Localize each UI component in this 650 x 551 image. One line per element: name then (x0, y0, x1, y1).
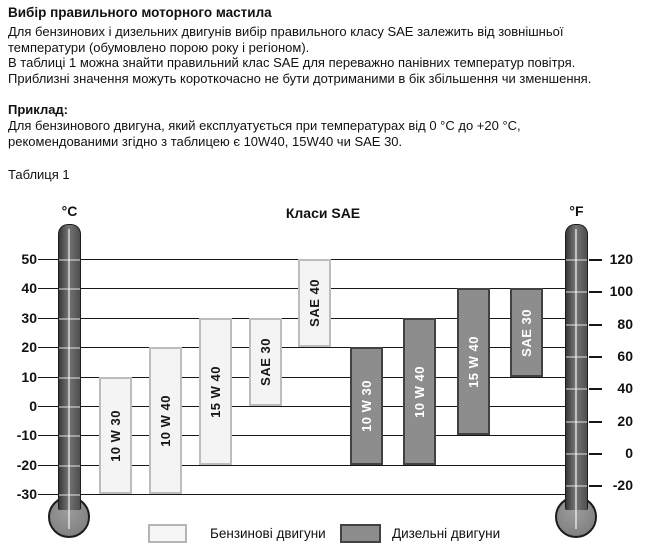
celsius-gridline (38, 494, 569, 495)
sae-bar (510, 288, 543, 377)
sae-bar (199, 318, 232, 465)
sae-bar-label: SAE 40 (307, 279, 322, 327)
sae-bar-label: SAE 30 (519, 308, 534, 357)
fahrenheit-tick-label: 40 (617, 380, 633, 396)
celsius-thermometer-capillary (68, 229, 70, 529)
fahrenheit-tick-label: 20 (617, 413, 633, 429)
fahrenheit-thermometer-capillary (575, 229, 577, 529)
legend-swatch-petrol (148, 524, 187, 543)
legend-swatch-diesel (340, 524, 381, 543)
celsius-tick-label: -10 (16, 427, 37, 443)
example-line: Для бензинового двигуна, який експлуатується при температурах від 0 °C до +20 °C, (8, 118, 521, 133)
intro-line: Для бензинових і дизельних двигунів вибір правильного класу SAE залежить від зовнішньої (8, 24, 564, 39)
fahrenheit-tick-label: 60 (617, 348, 633, 364)
sae-bar-label: 15 W 40 (466, 335, 481, 388)
document-heading: Вибір правильного моторного мастила (8, 5, 272, 20)
sae-bar-label: SAE 30 (258, 338, 273, 386)
intro-line: Приблизні значення можуть короткочасно не бути дотриманими в бік збільшення чи зменшення. (8, 70, 592, 86)
example-line: рекомендованими згідно з таблицею є 10W40, 15W40 чи SAE 30. (8, 133, 403, 149)
sae-bar (298, 259, 331, 347)
fahrenheit-tick-label: 0 (625, 445, 633, 461)
legend-label-petrol: Бензинові двигуни (210, 526, 326, 541)
chart-title: Класи SAE (285, 205, 361, 221)
sae-bar-label: 10 W 40 (158, 394, 173, 447)
celsius-tick-label: 10 (21, 369, 37, 385)
sae-bar-label: 15 W 40 (208, 365, 223, 418)
sae-bar (350, 347, 383, 465)
sae-bar (403, 318, 436, 465)
fahrenheit-axis-label: °F (569, 203, 584, 219)
celsius-tick-label: -30 (16, 486, 37, 502)
celsius-axis-label: °C (61, 203, 78, 219)
example-paragraph (8, 118, 521, 149)
celsius-tick-label: -20 (16, 457, 37, 473)
sae-bar-label: 10 W 30 (108, 409, 123, 462)
sae-temperature-chart (0, 195, 650, 551)
fahrenheit-tick-label: 80 (617, 316, 633, 332)
sae-bar-label: 10 W 30 (359, 380, 374, 432)
intro-paragraph (8, 24, 591, 86)
celsius-tick-label: 0 (29, 398, 37, 414)
fahrenheit-tick-label: 120 (609, 251, 633, 267)
fahrenheit-tick-label: -20 (612, 477, 633, 493)
example-heading: Приклад: (8, 102, 69, 117)
celsius-tick-label: 50 (21, 251, 37, 267)
celsius-tick-label: 30 (21, 310, 37, 326)
intro-line: температури (обумовлено порою року і регіоном). (8, 39, 310, 55)
table-caption: Таблиця 1 (8, 167, 70, 182)
sae-bar (457, 288, 490, 435)
sae-bar-label: 10 W 40 (412, 365, 427, 418)
celsius-tick-label: 20 (21, 339, 37, 355)
fahrenheit-tick-label: 100 (609, 283, 633, 299)
legend-label-diesel: Дизельні двигуни (392, 526, 501, 541)
celsius-tick-label: 40 (21, 280, 37, 296)
legend (0, 522, 650, 546)
sae-bar (149, 347, 182, 494)
sae-bar (249, 318, 282, 406)
sae-bar (99, 377, 132, 494)
intro-line: В таблиці 1 можна знайти правильний клас SAE для переважно панівних температур повітря. (8, 55, 576, 70)
